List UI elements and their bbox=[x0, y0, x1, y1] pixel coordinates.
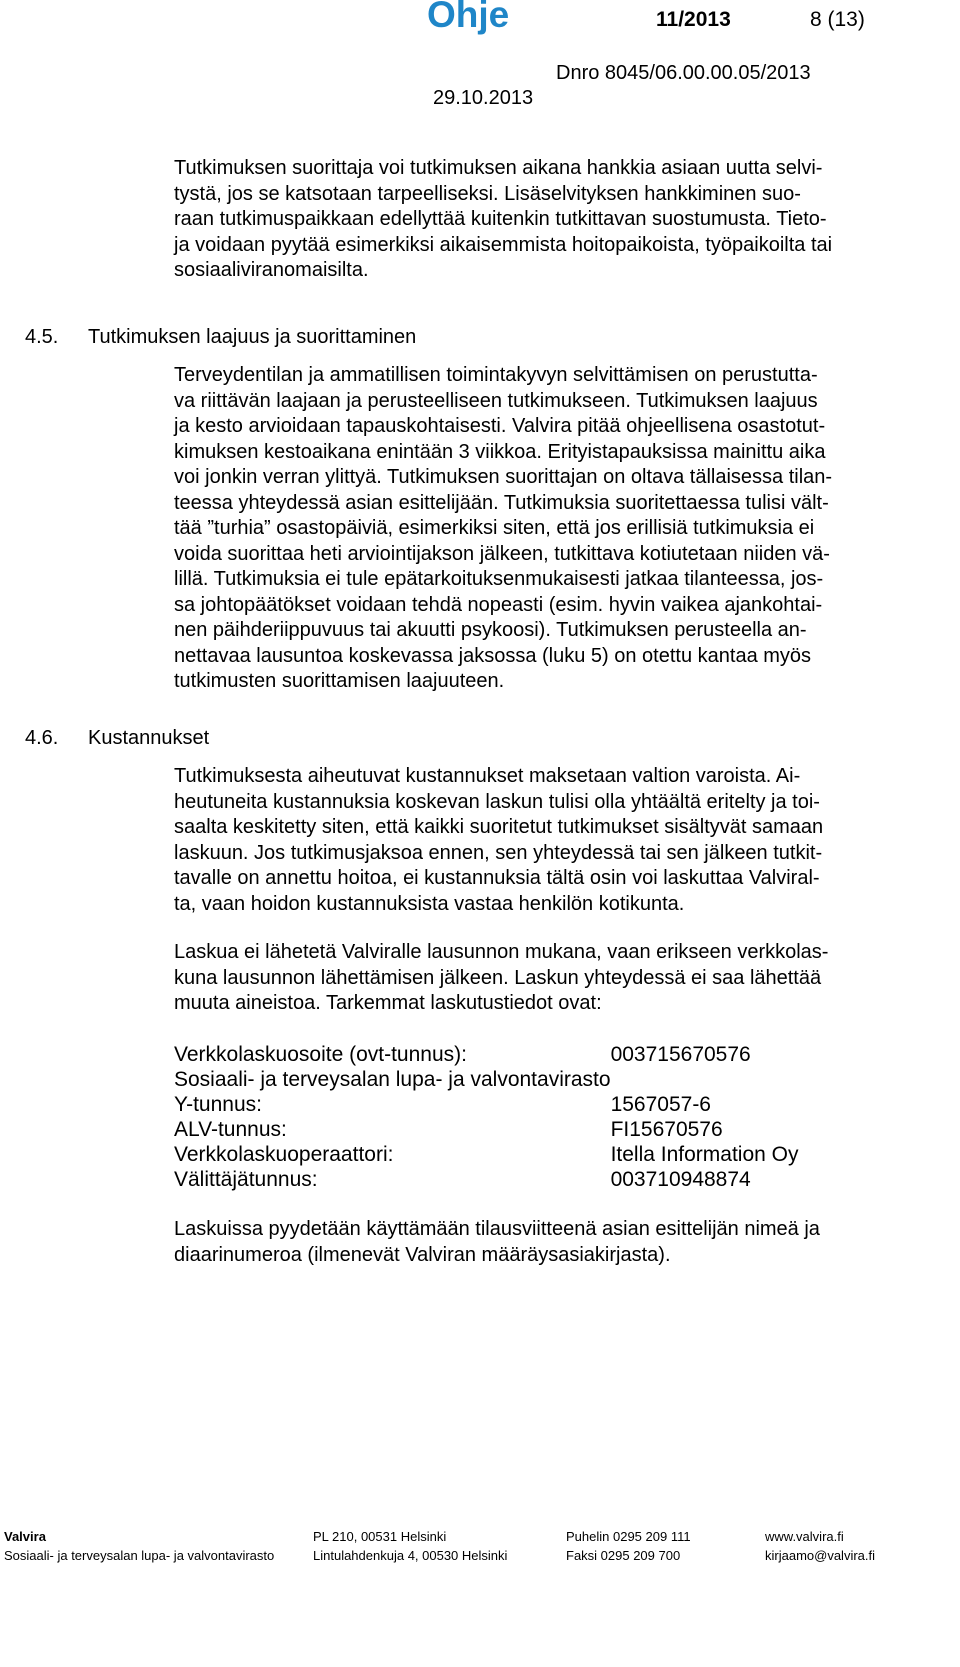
invoice-detail-row bbox=[174, 1167, 798, 1192]
text-line: nen päihderiippuvuus tai akuutti psykoosi). Tutkimuksen perusteella an- bbox=[174, 619, 807, 641]
document-date: 29.10.2013 bbox=[433, 87, 534, 109]
footer-po-box: PL 210, 00531 Helsinki bbox=[313, 1529, 447, 1544]
text-line: ja kesto arvioidaan tapauskohtaisesti. Valvira pitää ohjeellisena osastotut- bbox=[174, 415, 826, 437]
text-line: saalta keskitetty siten, että kaikki suoritetut tutkimukset sisältyvät samaan bbox=[174, 816, 824, 838]
footer-contacts bbox=[765, 1527, 875, 1565]
footer-fax: Faksi 0295 209 700 bbox=[566, 1548, 681, 1563]
invoice-detail-value bbox=[611, 1067, 799, 1092]
invoice-detail-row bbox=[174, 1042, 798, 1067]
page-number: 8 (13) bbox=[810, 8, 865, 31]
invoice-detail-row bbox=[174, 1067, 798, 1092]
section-title: Kustannukset bbox=[88, 727, 210, 749]
text-line: voida suorittaa heti arviointijakson jälkeen, tutkittava kotiutetaan niiden vä- bbox=[174, 542, 830, 565]
invoice-detail-value: FI15670576 bbox=[610, 1118, 723, 1141]
invoice-detail-label: Sosiaali- ja terveysalan lupa- ja valvontavirasto bbox=[174, 1068, 611, 1091]
invoice-details-table bbox=[174, 1042, 798, 1192]
text-line: raan tutkimuspaikkaan edellyttää kuitenkin tutkittavan suostumusta. Tieto- bbox=[174, 208, 827, 230]
text-line: ja voidaan pyytää esimerkiksi aikaisemmista hoitopaikoista, työpaikoilta tai bbox=[174, 233, 833, 256]
record-number: Dnro 8045/06.00.00.05/2013 bbox=[556, 62, 811, 84]
section-4-6-paragraph-2 bbox=[174, 940, 894, 1017]
text-line: Laskua ei lähetetä Valviralle lausunnon mukana, vaan erikseen verkkolas- bbox=[174, 941, 829, 963]
text-line: kuna lausunnon lähettämisen jälkeen. Laskun yhteydessä ei saa lähettää bbox=[174, 966, 822, 989]
section-4-6-paragraph-3 bbox=[174, 1217, 894, 1268]
invoice-detail-row bbox=[174, 1117, 798, 1142]
text-line: sosiaaliviranomaisilta. bbox=[174, 259, 369, 281]
text-line: nettavaa lausuntoa koskevassa jaksossa (luku 5) on otettu kantaa myös bbox=[174, 644, 812, 667]
text-line: va riittävän laajaan ja perusteelliseen tutkimukseen. Tutkimuksen laajuus bbox=[174, 389, 818, 412]
text-line: Terveydentilan ja ammatillisen toimintakyvyn selvittämisen on perustutta- bbox=[174, 364, 818, 386]
text-line: tää ”turhia” osastopäiviä, esimerkiksi siten, että jos erillisiä tutkimuksia ei bbox=[174, 517, 815, 539]
text-line: Tutkimuksesta aiheutuvat kustannukset maksetaan valtion varoista. Ai- bbox=[174, 765, 801, 787]
section-number: 4.6. bbox=[25, 727, 59, 749]
section-4-6-paragraph-1 bbox=[174, 764, 894, 917]
footer-phones bbox=[566, 1527, 691, 1565]
text-line: Laskuissa pyydetään käyttämään tilausviitteenä asian esittelijän nimeä ja bbox=[174, 1218, 820, 1240]
invoice-detail-value: 003710948874 bbox=[610, 1168, 751, 1191]
footer-phone: Puhelin 0295 209 111 bbox=[566, 1529, 691, 1544]
invoice-detail-value: 003715670576 bbox=[610, 1043, 751, 1066]
text-line: sa johtopäätökset voidaan tehdä nopeasti (esim. hyvin vaikea ajankohtai- bbox=[174, 593, 823, 616]
text-line: diaarinumeroa (ilmenevät Valviran määräysasiakirjasta). bbox=[174, 1243, 671, 1266]
invoice-detail-label: Verkkolaskuoperaattori: bbox=[174, 1143, 394, 1166]
text-line: lillä. Tutkimuksia ei tule epätarkoituksenmukaisesti jatkaa tilanteessa, jos- bbox=[174, 568, 824, 590]
text-line: Tutkimuksen suorittaja voi tutkimuksen aikana hankkia asiaan uutta selvi- bbox=[174, 157, 823, 179]
document-type-title: Ohje bbox=[427, 0, 510, 35]
text-line: tavalle on annettu hoitoa, ei kustannuksia tältä osin voi laskuttaa Valviral- bbox=[174, 867, 820, 889]
text-line: tutkimusten suorittamisen laajuuteen. bbox=[174, 670, 505, 692]
document-number: 11/2013 bbox=[656, 8, 731, 31]
invoice-detail-label: ALV-tunnus: bbox=[174, 1118, 287, 1141]
invoice-detail-label: Y-tunnus: bbox=[174, 1093, 262, 1116]
text-line: laskuun. Jos tutkimusjaksoa ennen, sen yhteydessä tai sen jälkeen tutkit- bbox=[174, 841, 823, 864]
intro-paragraph bbox=[174, 156, 894, 284]
text-line: muuta aineistoa. Tarkemmat laskutustiedot ovat: bbox=[174, 992, 602, 1014]
invoice-detail-row bbox=[174, 1142, 798, 1167]
footer-organization bbox=[4, 1527, 274, 1565]
invoice-detail-label: Verkkolaskuosoite (ovt-tunnus): bbox=[174, 1043, 467, 1066]
footer-address bbox=[313, 1527, 507, 1565]
section-4-5-paragraph bbox=[174, 363, 894, 695]
invoice-detail-label: Välittäjätunnus: bbox=[174, 1168, 318, 1191]
section-heading-4-5 bbox=[25, 326, 416, 349]
footer-email-link[interactable]: kirjaamo@valvira.fi bbox=[765, 1548, 875, 1563]
text-line: heutuneita kustannuksia koskevan laskun tulisi olla yhtäältä eritelty ja toi- bbox=[174, 790, 820, 813]
invoice-detail-value: Itella Information Oy bbox=[610, 1143, 799, 1166]
section-heading-4-6 bbox=[25, 727, 209, 750]
footer-org-full: Sosiaali- ja terveysalan lupa- ja valvontavirasto bbox=[4, 1548, 275, 1563]
text-line: ta, vaan hoidon kustannuksista vastaa henkilön kotikunta. bbox=[174, 892, 685, 915]
text-line: kimuksen kestoaikana enintään 3 viikkoa. Erityistapauksissa mainittu aika bbox=[174, 440, 826, 463]
section-title: Tutkimuksen laajuus ja suorittaminen bbox=[88, 326, 417, 348]
invoice-detail-row bbox=[174, 1092, 798, 1117]
footer-org-short: Valvira bbox=[4, 1529, 46, 1544]
section-number: 4.5. bbox=[25, 326, 59, 348]
text-line: tystä, jos se katsotaan tarpeelliseksi. Lisäselvityksen hankkiminen suo- bbox=[174, 182, 801, 205]
text-line: teessa yhteydessä asian esittelijään. Tutkimuksia suoritettaessa tulisi vält- bbox=[174, 491, 829, 514]
footer-street: Lintulahdenkuja 4, 00530 Helsinki bbox=[313, 1548, 508, 1563]
footer-website-link[interactable]: www.valvira.fi bbox=[765, 1529, 844, 1544]
invoice-detail-value: 1567057-6 bbox=[610, 1093, 711, 1116]
text-line: voi jonkin verran ylittyä. Tutkimuksen suorittajan on oltava tällaisessa tilan- bbox=[174, 466, 833, 488]
